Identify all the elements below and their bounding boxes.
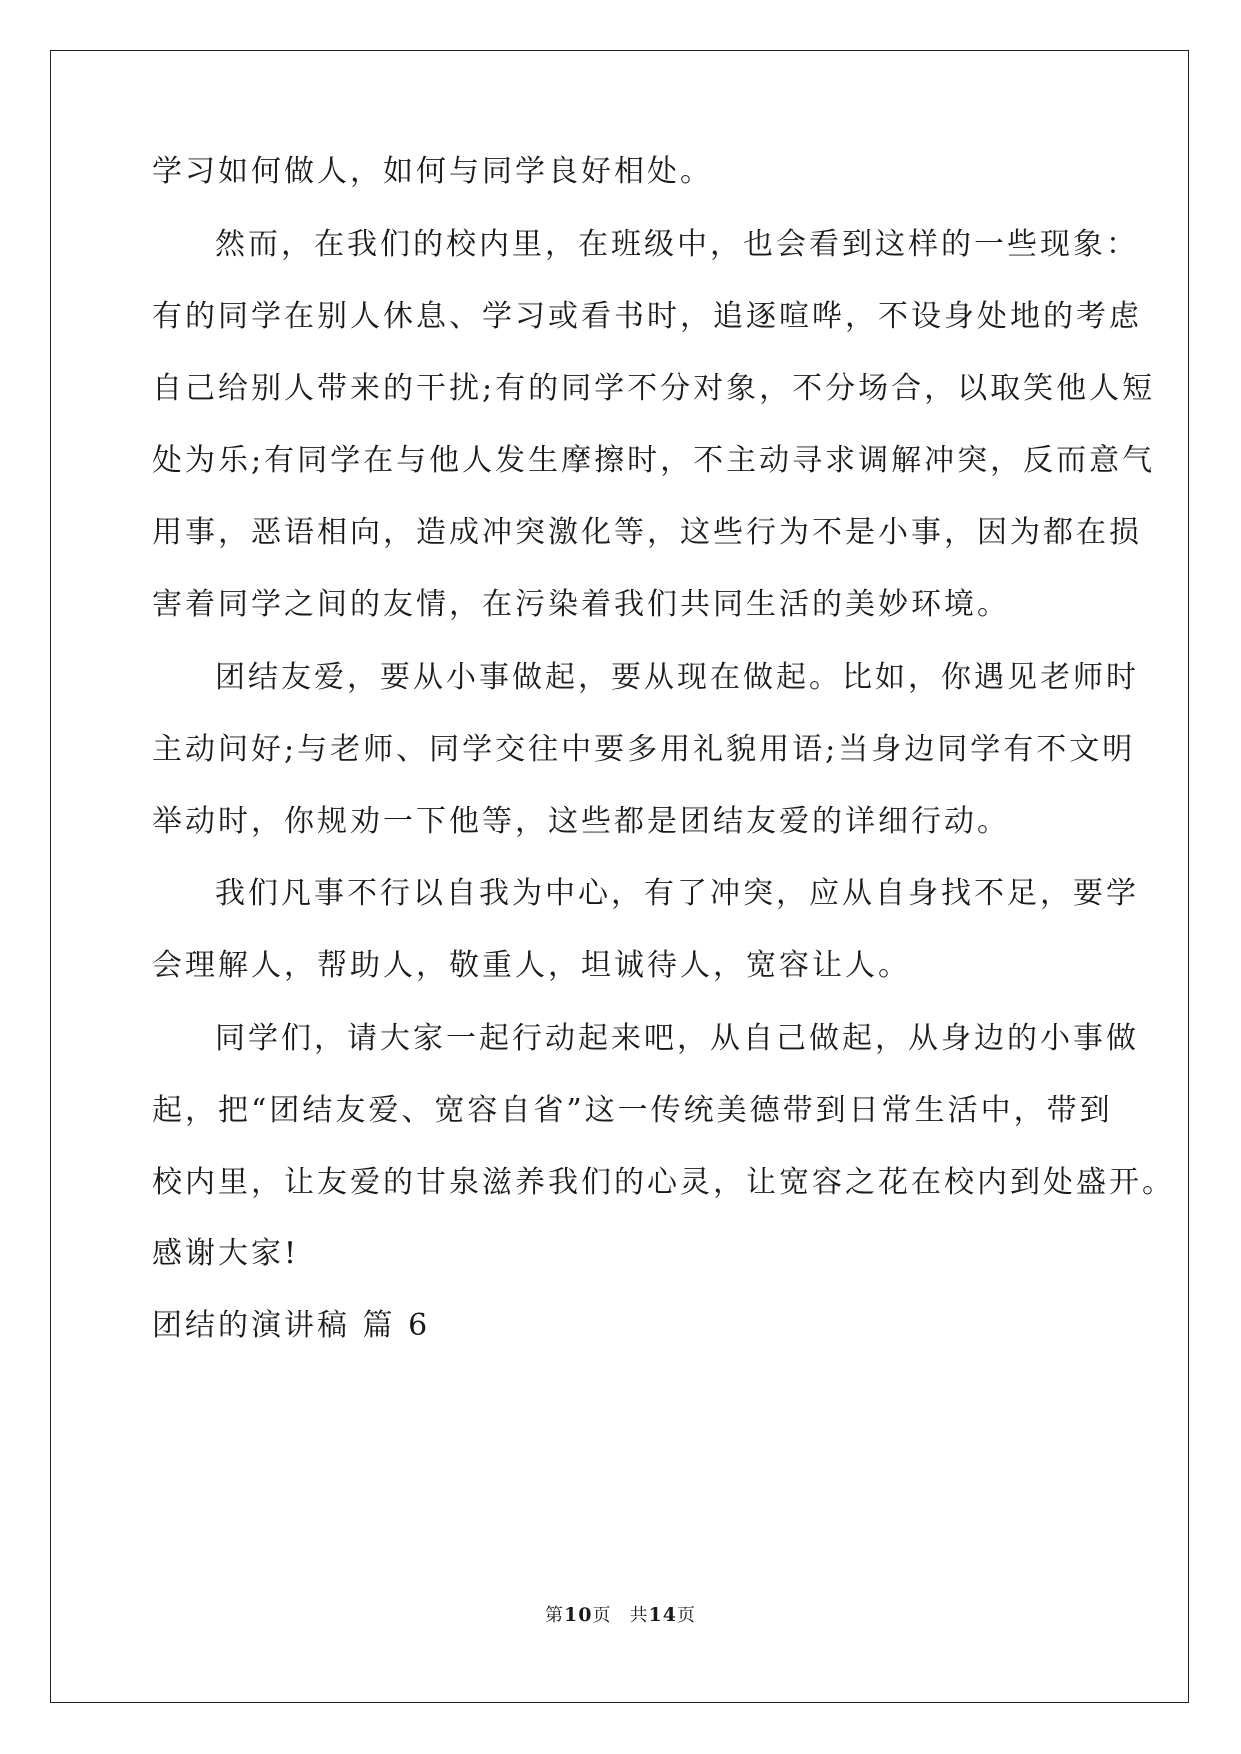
text-line-1: 学习如何做人，如何与同学良好相处。 bbox=[152, 154, 713, 189]
text-line-13: 同学们，请大家一起行动起来吧，从自己做起，从身边的小事做 bbox=[215, 1021, 1139, 1056]
text-line-3: 有的同学在别人休息、学习或看书时，追逐喧哗，不设身处地的考虑 bbox=[152, 299, 1142, 334]
section-heading: 团结的演讲稿 篇 6 bbox=[152, 1308, 431, 1343]
text-line-12: 会理解人，帮助人，敬重人，坦诚待人，宽容让人。 bbox=[152, 948, 911, 983]
text-line-9: 主动问好;与老师、同学交往中要多用礼貌用语;当身边同学有不文明 bbox=[152, 732, 1136, 767]
text-line-4: 自己给别人带来的干扰;有的同学不分对象，不分场合，以取笑他人短 bbox=[152, 371, 1156, 406]
page-footer bbox=[0, 1603, 1241, 1628]
text-line-7: 害着同学之间的友情，在污染着我们共同生活的美妙环境。 bbox=[152, 587, 1010, 622]
text-line-6: 用事，恶语相向，造成冲突激化等，这些行为不是小事，因为都在损 bbox=[152, 515, 1142, 550]
page-prefix: 第 bbox=[545, 1605, 565, 1626]
total-prefix: 共 bbox=[629, 1605, 649, 1626]
total-suffix: 页 bbox=[676, 1605, 696, 1626]
text-line-11: 我们凡事不行以自我为中心，有了冲突，应从自身找不足，要学 bbox=[215, 876, 1139, 911]
text-line-16: 感谢大家! bbox=[152, 1236, 300, 1271]
text-line-8: 团结友爱，要从小事做起，要从现在做起。比如，你遇见老师时 bbox=[215, 660, 1139, 695]
text-line-2: 然而，在我们的校内里，在班级中，也会看到这样的一些现象： bbox=[215, 227, 1139, 262]
text-line-14: 起，把“团结友爱、宽容自省”这一传统美德带到日常生活中，带到 bbox=[152, 1093, 1113, 1128]
page-number: 10 bbox=[564, 1604, 593, 1626]
text-line-15: 校内里，让友爱的甘泉滋养我们的心灵，让宽容之花在校内到处盛开。 bbox=[152, 1165, 1175, 1200]
total-pages: 14 bbox=[648, 1604, 677, 1626]
text-line-10: 举动时，你规劝一下他等，这些都是团结友爱的详细行动。 bbox=[152, 804, 1010, 839]
page-suffix: 页 bbox=[592, 1605, 612, 1626]
text-line-5: 处为乐;有同学在与他人发生摩擦时，不主动寻求调解冲突，反而意气 bbox=[152, 443, 1156, 478]
